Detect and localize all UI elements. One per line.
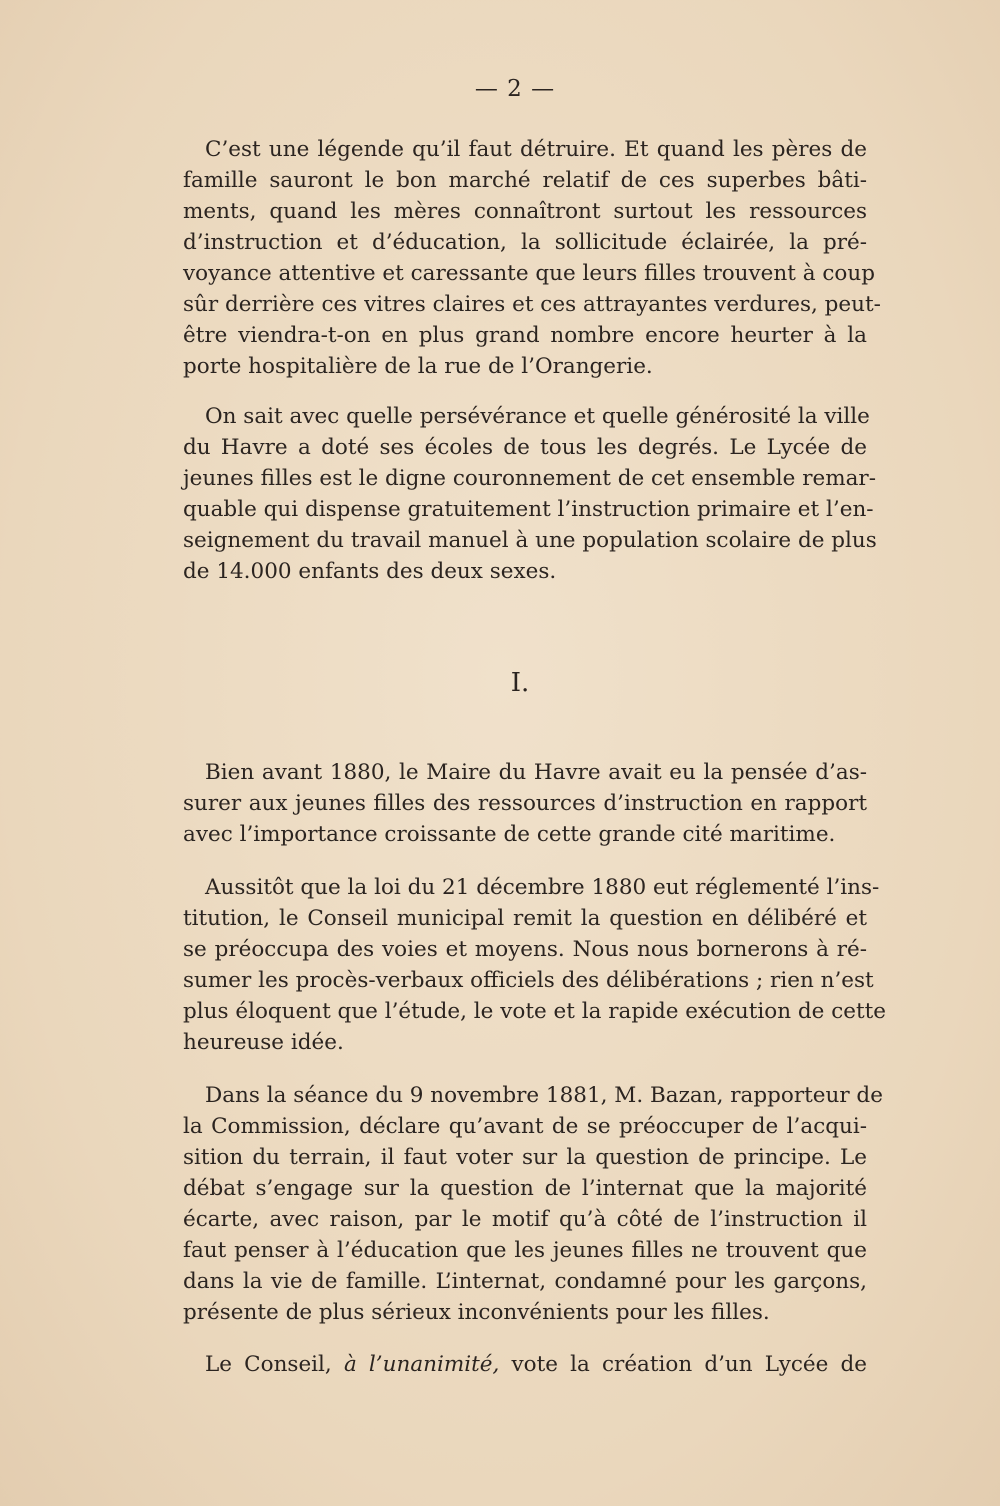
text-line: quable qui dispense gratuitement l’instruction primaire et l’en-	[183, 497, 874, 522]
text-line: porte hospitalière de la rue de l’Orangerie.	[183, 354, 653, 379]
text-line: titution, le Conseil municipal remit la question en délibéré et	[183, 906, 867, 931]
text-line: C’est une légende qu’il faut détruire. Et quand les pères de	[205, 137, 867, 162]
text-line: de 14.000 enfants des deux sexes.	[183, 559, 557, 584]
text-line: se préoccupa des voies et moyens. Nous nous bornerons à ré-	[183, 937, 867, 962]
paragraph-1	[183, 134, 881, 382]
text-line: écarte, avec raison, par le motif qu’à côté de l’instruction il	[183, 1207, 867, 1232]
text-line: la Commission, déclare qu’avant de se préoccuper de l’acqui-	[183, 1114, 867, 1139]
page-number: — 2 —	[474, 76, 556, 102]
text-line: Bien avant 1880, le Maire du Havre avait eu la pensée d’as-	[205, 760, 867, 785]
paragraph-2	[183, 401, 877, 587]
text-line: du Havre a doté ses écoles de tous les degrés. Le Lycée de	[183, 435, 867, 460]
text-line: sûr derrière ces vitres claires et ces attrayantes verdures, peut-	[183, 292, 881, 317]
text-line: sition du terrain, il faut voter sur la question de principe. Le	[183, 1145, 867, 1170]
text-line: Aussitôt que la loi du 21 décembre 1880 eut réglementé l’ins-	[205, 875, 880, 900]
paragraph-4	[183, 872, 886, 1058]
section-heading: I.	[510, 668, 530, 698]
text-line: d’instruction et d’éducation, la sollicitude éclairée, la pré-	[183, 230, 867, 255]
paragraph-6	[183, 1349, 867, 1380]
text-line: surer aux jeunes filles des ressources d’instruction en rapport	[183, 791, 867, 816]
text-line	[183, 1349, 867, 1380]
text-run: Le Conseil,	[205, 1352, 332, 1377]
text-line: faut penser à l’éducation que les jeunes filles ne trouvent que	[183, 1238, 867, 1263]
text-line: On sait avec quelle persévérance et quelle générosité la ville	[205, 404, 870, 429]
paragraph-3	[183, 757, 867, 850]
paragraph-5	[183, 1080, 883, 1328]
text-line: débat s’engage sur la question de l’internat que la majorité	[183, 1176, 867, 1201]
text-line: avec l’importance croissante de cette grande cité maritime.	[183, 822, 836, 847]
text-line: être viendra-t-on en plus grand nombre encore heurter à la	[183, 323, 867, 348]
text-line: famille sauront le bon marché relatif de ces superbes bâti-	[183, 168, 867, 193]
text-line: seignement du travail manuel à une population scolaire de plus	[183, 528, 877, 553]
text-line: ments, quand les mères connaîtront surtout les ressources	[183, 199, 867, 224]
text-line: voyance attentive et caressante que leurs filles trouvent à coup	[183, 261, 875, 286]
text-line: plus éloquent que l’étude, le vote et la rapide exécution de cette	[183, 999, 886, 1024]
text-run: vote la création d’un Lycée de	[511, 1352, 867, 1377]
text-line: Dans la séance du 9 novembre 1881, M. Bazan, rapporteur de	[205, 1083, 883, 1108]
text-line: heureuse idée.	[183, 1030, 344, 1055]
text-line: sumer les procès-verbaux officiels des délibérations ; rien n’est	[183, 968, 874, 993]
italic-text: à l’unanimité,	[343, 1352, 500, 1377]
text-line: dans la vie de famille. L’internat, condamné pour les garçons,	[183, 1269, 867, 1294]
text-line: présente de plus sérieux inconvénients pour les filles.	[183, 1300, 770, 1325]
text-line: jeunes filles est le digne couronnement de cet ensemble remar-	[183, 466, 876, 491]
